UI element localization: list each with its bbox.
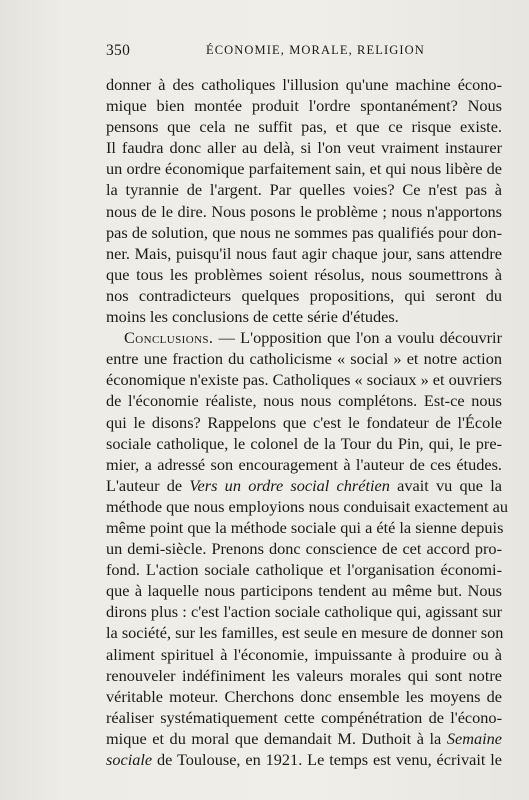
text-line: dirons plus : c'est l'action sociale catholique qui, agissant sur (106, 602, 502, 622)
text-line: la société, sur les familles, est seule en mesure de donner son (106, 623, 504, 643)
text-line: moins les conclusions de cette série d'études. (106, 307, 399, 327)
conclusions-first-line-text: — L'opposition que l'on a voulu découvrir (213, 328, 502, 348)
body-text (106, 74, 508, 770)
text-line: un demi-siècle. Prenons donc conscience de cet accord pro- (106, 539, 502, 559)
text-line: réaliser systématiquement cette compénétration de l'écono- (106, 707, 502, 727)
text-line: véritable moteur. Cherchons donc ensemble les moyens de (106, 686, 502, 706)
text-line: de l'économie réaliste, nous nous complétons. Est-ce nous (106, 391, 502, 411)
text-line: entre une fraction du catholicisme « social » et notre action (106, 349, 502, 369)
semaine-line-before: mique et du moral que demandait M. Duthoit à la (106, 728, 447, 748)
text-line: économique n'existe pas. Catholiques « sociaux » et ouvriers (106, 370, 502, 390)
final-line-after: de Toulouse, en 1921. Le temps est venu, écrivait le (152, 750, 502, 769)
text-line: nous de le dire. Nous posons le problème ; nous n'apportons (106, 201, 502, 221)
running-head (106, 42, 504, 62)
text-line: sociale catholique, le colonel de la Tour du Pin, qui, le pre- (106, 433, 502, 453)
text-line: pas de solution, que nous ne sommes pas qualifiés pour don- (106, 222, 502, 242)
text-line: la tyrannie de l'argent. Par quelles voies? Ce n'est pas à (106, 180, 502, 200)
text-line: fond. L'action sociale catholique et l'organisation économi- (106, 560, 502, 580)
sociale-title: sociale (106, 750, 153, 769)
text-line: nos contradicteurs quelques propositions, qui seront du (106, 285, 502, 305)
text-line: un ordre économique parfaitement sain, et qui nous libère de (106, 159, 502, 179)
text-line: mique bien montée produit l'ordre spontanément? Nous (106, 96, 502, 116)
text-line: même point que la méthode sociale qui a été la sienne depuis (106, 517, 504, 537)
semaine-line (106, 728, 502, 749)
text-line: donner à des catholiques l'illusion qu'une machine écono- (106, 75, 502, 94)
book-line-after: avait vu que la (389, 475, 502, 495)
text-line: renouveler indéfiniment les valeurs morales qui sont notre (106, 665, 502, 685)
running-title: ÉCONOMIE, MORALE, RELIGION (206, 43, 425, 57)
text-line: qui le disons? Rappelons que c'est le fondateur de l'École (106, 412, 502, 432)
page-number: 350 (106, 42, 131, 59)
book-title: Vers un ordre social chrétien (189, 475, 390, 495)
text-line: mier, a adressé son encouragement à l'auteur de ces études. (106, 454, 502, 474)
text-line: Il faudra donc aller au delà, si l'on veut vraiment instaurer (106, 138, 502, 158)
text-line: pensons que cela ne suffit pas, et que ce risque existe. (106, 117, 502, 137)
book-line-before: L'auteur de (106, 475, 190, 495)
final-line (106, 749, 502, 770)
book-title-line (106, 475, 502, 496)
text-line: méthode que nous employions nous conduisait exactement au (106, 496, 508, 516)
text-line: que tous les problèmes soient résolus, nous soumettrons à (106, 264, 502, 284)
conclusions-label: Conclusions. (124, 328, 214, 348)
text-line: que à laquelle nous participons tendent au même but. Nous (106, 581, 502, 601)
text-line: aliment spirituel à l'économie, impuissante à produire ou à (106, 644, 502, 664)
semaine-title: Semaine (446, 728, 502, 748)
text-line: ner. Mais, puisqu'il nous faut agir chaque jour, sans attendre (106, 243, 502, 263)
conclusions-first-line (106, 327, 502, 348)
